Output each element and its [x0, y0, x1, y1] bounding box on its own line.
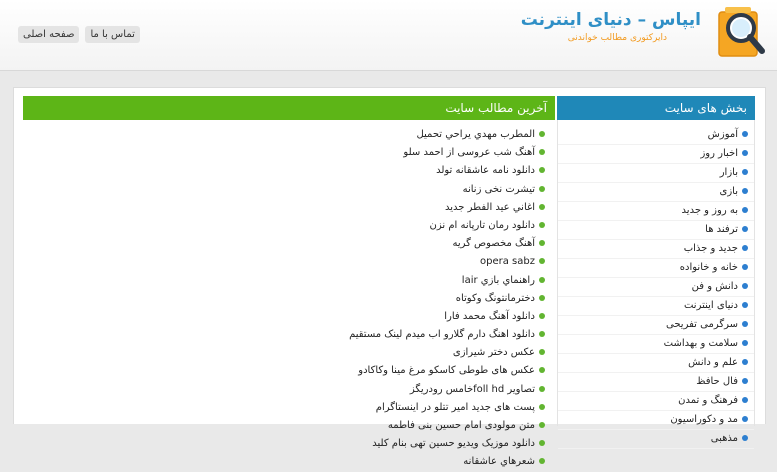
post-link[interactable]: آهنگ مخصوص گریه	[452, 238, 535, 250]
category-link[interactable]: سرگرمی تفریحی	[666, 319, 738, 330]
post-link[interactable]: دانلود آهنگ محمد فارا	[444, 310, 535, 322]
category-item[interactable]	[558, 202, 754, 221]
post-item[interactable]	[23, 417, 545, 435]
category-link[interactable]: علم و دانش	[688, 357, 738, 368]
bullet-icon	[539, 440, 545, 446]
category-link[interactable]: ترفند ها	[705, 224, 738, 235]
post-link[interactable]: پست های جدید امیر تتلو در اینستاگرام	[375, 401, 535, 413]
category-link[interactable]: خانه و خانواده	[679, 262, 738, 273]
post-item[interactable]	[23, 217, 545, 235]
bullet-icon	[742, 150, 748, 156]
bullet-icon	[539, 204, 545, 210]
bullet-icon	[742, 321, 748, 327]
bullet-icon	[742, 435, 748, 441]
post-item[interactable]	[23, 453, 545, 471]
post-item[interactable]	[23, 162, 545, 180]
category-item[interactable]	[558, 297, 754, 316]
post-item[interactable]	[23, 126, 545, 144]
bullet-icon	[742, 302, 748, 308]
post-item[interactable]	[23, 290, 545, 308]
bullet-icon	[539, 458, 545, 464]
post-item[interactable]	[23, 272, 545, 290]
post-item[interactable]	[23, 199, 545, 217]
post-link[interactable]: تیشرت نخی زنانه	[462, 183, 535, 195]
category-item[interactable]	[558, 221, 754, 240]
category-item[interactable]	[558, 278, 754, 297]
category-link[interactable]: فال حافظ	[696, 376, 738, 387]
bullet-icon	[539, 222, 545, 228]
post-link[interactable]: المطرب مهدي يراحي تحميل	[416, 129, 535, 140]
site-header	[0, 0, 777, 71]
category-item[interactable]	[558, 240, 754, 259]
bullet-icon	[539, 240, 545, 246]
bullet-icon	[539, 131, 545, 137]
bullet-icon	[539, 404, 545, 410]
bullet-icon	[742, 397, 748, 403]
post-link[interactable]: دانلود موزیک ویدیو حسین تهی بنام کلید	[372, 438, 535, 450]
category-item[interactable]	[558, 411, 754, 430]
post-link[interactable]: آهنگ شب عروسی از احمد سلو	[403, 147, 535, 159]
bullet-icon	[539, 258, 545, 264]
category-item[interactable]	[558, 145, 754, 164]
category-item[interactable]	[558, 316, 754, 335]
top-nav	[18, 26, 140, 43]
category-link[interactable]: بازی	[719, 186, 738, 197]
post-link[interactable]: دانلود رمان تارپانه ام نزن	[429, 219, 535, 231]
post-link[interactable]: تصاویر foll hdخامس رودریگز	[409, 383, 535, 395]
category-item[interactable]	[558, 335, 754, 354]
post-item[interactable]	[23, 144, 545, 162]
bullet-icon	[539, 277, 545, 283]
post-link[interactable]: دانلود اهنگ دارم گلارو اب میدم لینک مستقیم	[349, 329, 535, 341]
site-logo-search-icon[interactable]	[713, 6, 769, 58]
category-item[interactable]	[558, 373, 754, 392]
category-link[interactable]: دنیای اینترنت	[683, 300, 738, 311]
bullet-icon	[742, 416, 748, 422]
category-item[interactable]	[558, 259, 754, 278]
bullet-icon	[539, 367, 545, 373]
bullet-icon	[742, 226, 748, 232]
post-item[interactable]	[23, 399, 545, 417]
latest-posts-panel	[23, 96, 555, 468]
nav-contact-link[interactable]: تماس با ما	[85, 26, 139, 43]
post-item[interactable]	[23, 181, 545, 199]
categories-title: بخش های سایت	[557, 96, 755, 120]
category-link[interactable]: مد و دکوراسیون	[670, 414, 738, 425]
post-link[interactable]: شعرهاي عاشقانه	[463, 456, 535, 468]
bullet-icon	[742, 245, 748, 251]
post-link[interactable]: دخترمانتونگ وکوتاه	[455, 292, 535, 304]
post-item[interactable]	[23, 362, 545, 380]
post-item[interactable]	[23, 326, 545, 344]
main-content	[13, 87, 766, 468]
bullet-icon	[539, 149, 545, 155]
post-link[interactable]: عکس دختر شیرازی	[452, 347, 535, 359]
category-item[interactable]	[558, 392, 754, 411]
bullet-icon	[539, 295, 545, 301]
post-item[interactable]	[23, 253, 545, 271]
bullet-icon	[742, 359, 748, 365]
categories-panel	[557, 96, 755, 444]
bullet-icon	[539, 386, 545, 392]
post-link[interactable]: متن مولودی امام حسین بنی فاطمه	[387, 420, 535, 431]
bullet-icon	[742, 207, 748, 213]
post-link[interactable]: عکس های طوطی کاسکو مرغ مینا وکاکادو	[358, 365, 535, 377]
post-item[interactable]	[23, 344, 545, 362]
category-link[interactable]: فرهنگ و تمدن	[678, 395, 738, 406]
category-link[interactable]: جدید و جذاب	[683, 243, 738, 254]
bullet-icon	[742, 283, 748, 289]
bullet-icon	[742, 188, 748, 194]
bullet-icon	[539, 313, 545, 319]
bullet-icon	[539, 186, 545, 192]
post-link[interactable]: اغاني عيد الفطر جديد	[444, 201, 535, 213]
latest-posts-title: آخرین مطالب سایت	[23, 96, 555, 120]
category-link[interactable]: دانش و فن	[691, 281, 738, 292]
bullet-icon	[742, 264, 748, 270]
nav-home-link[interactable]: صفحه اصلی	[18, 26, 79, 43]
bullet-icon	[742, 131, 748, 137]
bullet-icon	[742, 169, 748, 175]
category-item[interactable]	[558, 354, 754, 373]
bullet-icon	[742, 378, 748, 384]
site-tagline: دایرکتوری مطالب خواندنی	[567, 33, 667, 43]
bullet-icon	[742, 340, 748, 346]
category-item[interactable]	[558, 126, 754, 145]
category-item[interactable]	[558, 430, 754, 449]
post-item[interactable]	[23, 381, 545, 399]
category-link[interactable]: بازار	[719, 167, 738, 178]
post-link[interactable]: دانلود نامه عاشقانه تولد	[436, 165, 535, 177]
category-item[interactable]	[558, 164, 754, 183]
bullet-icon	[539, 167, 545, 173]
category-link[interactable]: اخبار روز	[700, 148, 738, 159]
post-link[interactable]: opera sabz	[480, 256, 535, 268]
post-item[interactable]	[23, 308, 545, 326]
post-item[interactable]	[23, 235, 545, 253]
category-item[interactable]	[558, 183, 754, 202]
category-link[interactable]: مذهبی	[710, 433, 738, 444]
post-link[interactable]: راهنماي بازي lair	[461, 274, 535, 286]
site-title[interactable]: ایپاس – دنیای اینترنت	[520, 10, 701, 30]
category-link[interactable]: سلامت و بهداشت	[663, 338, 738, 349]
post-item[interactable]	[23, 435, 545, 453]
category-link[interactable]: به روز و جدید	[681, 205, 738, 216]
bullet-icon	[539, 349, 545, 355]
bullet-icon	[539, 331, 545, 337]
categories-list	[557, 120, 755, 444]
category-link[interactable]: آموزش	[707, 129, 738, 140]
latest-posts-list	[23, 120, 555, 472]
